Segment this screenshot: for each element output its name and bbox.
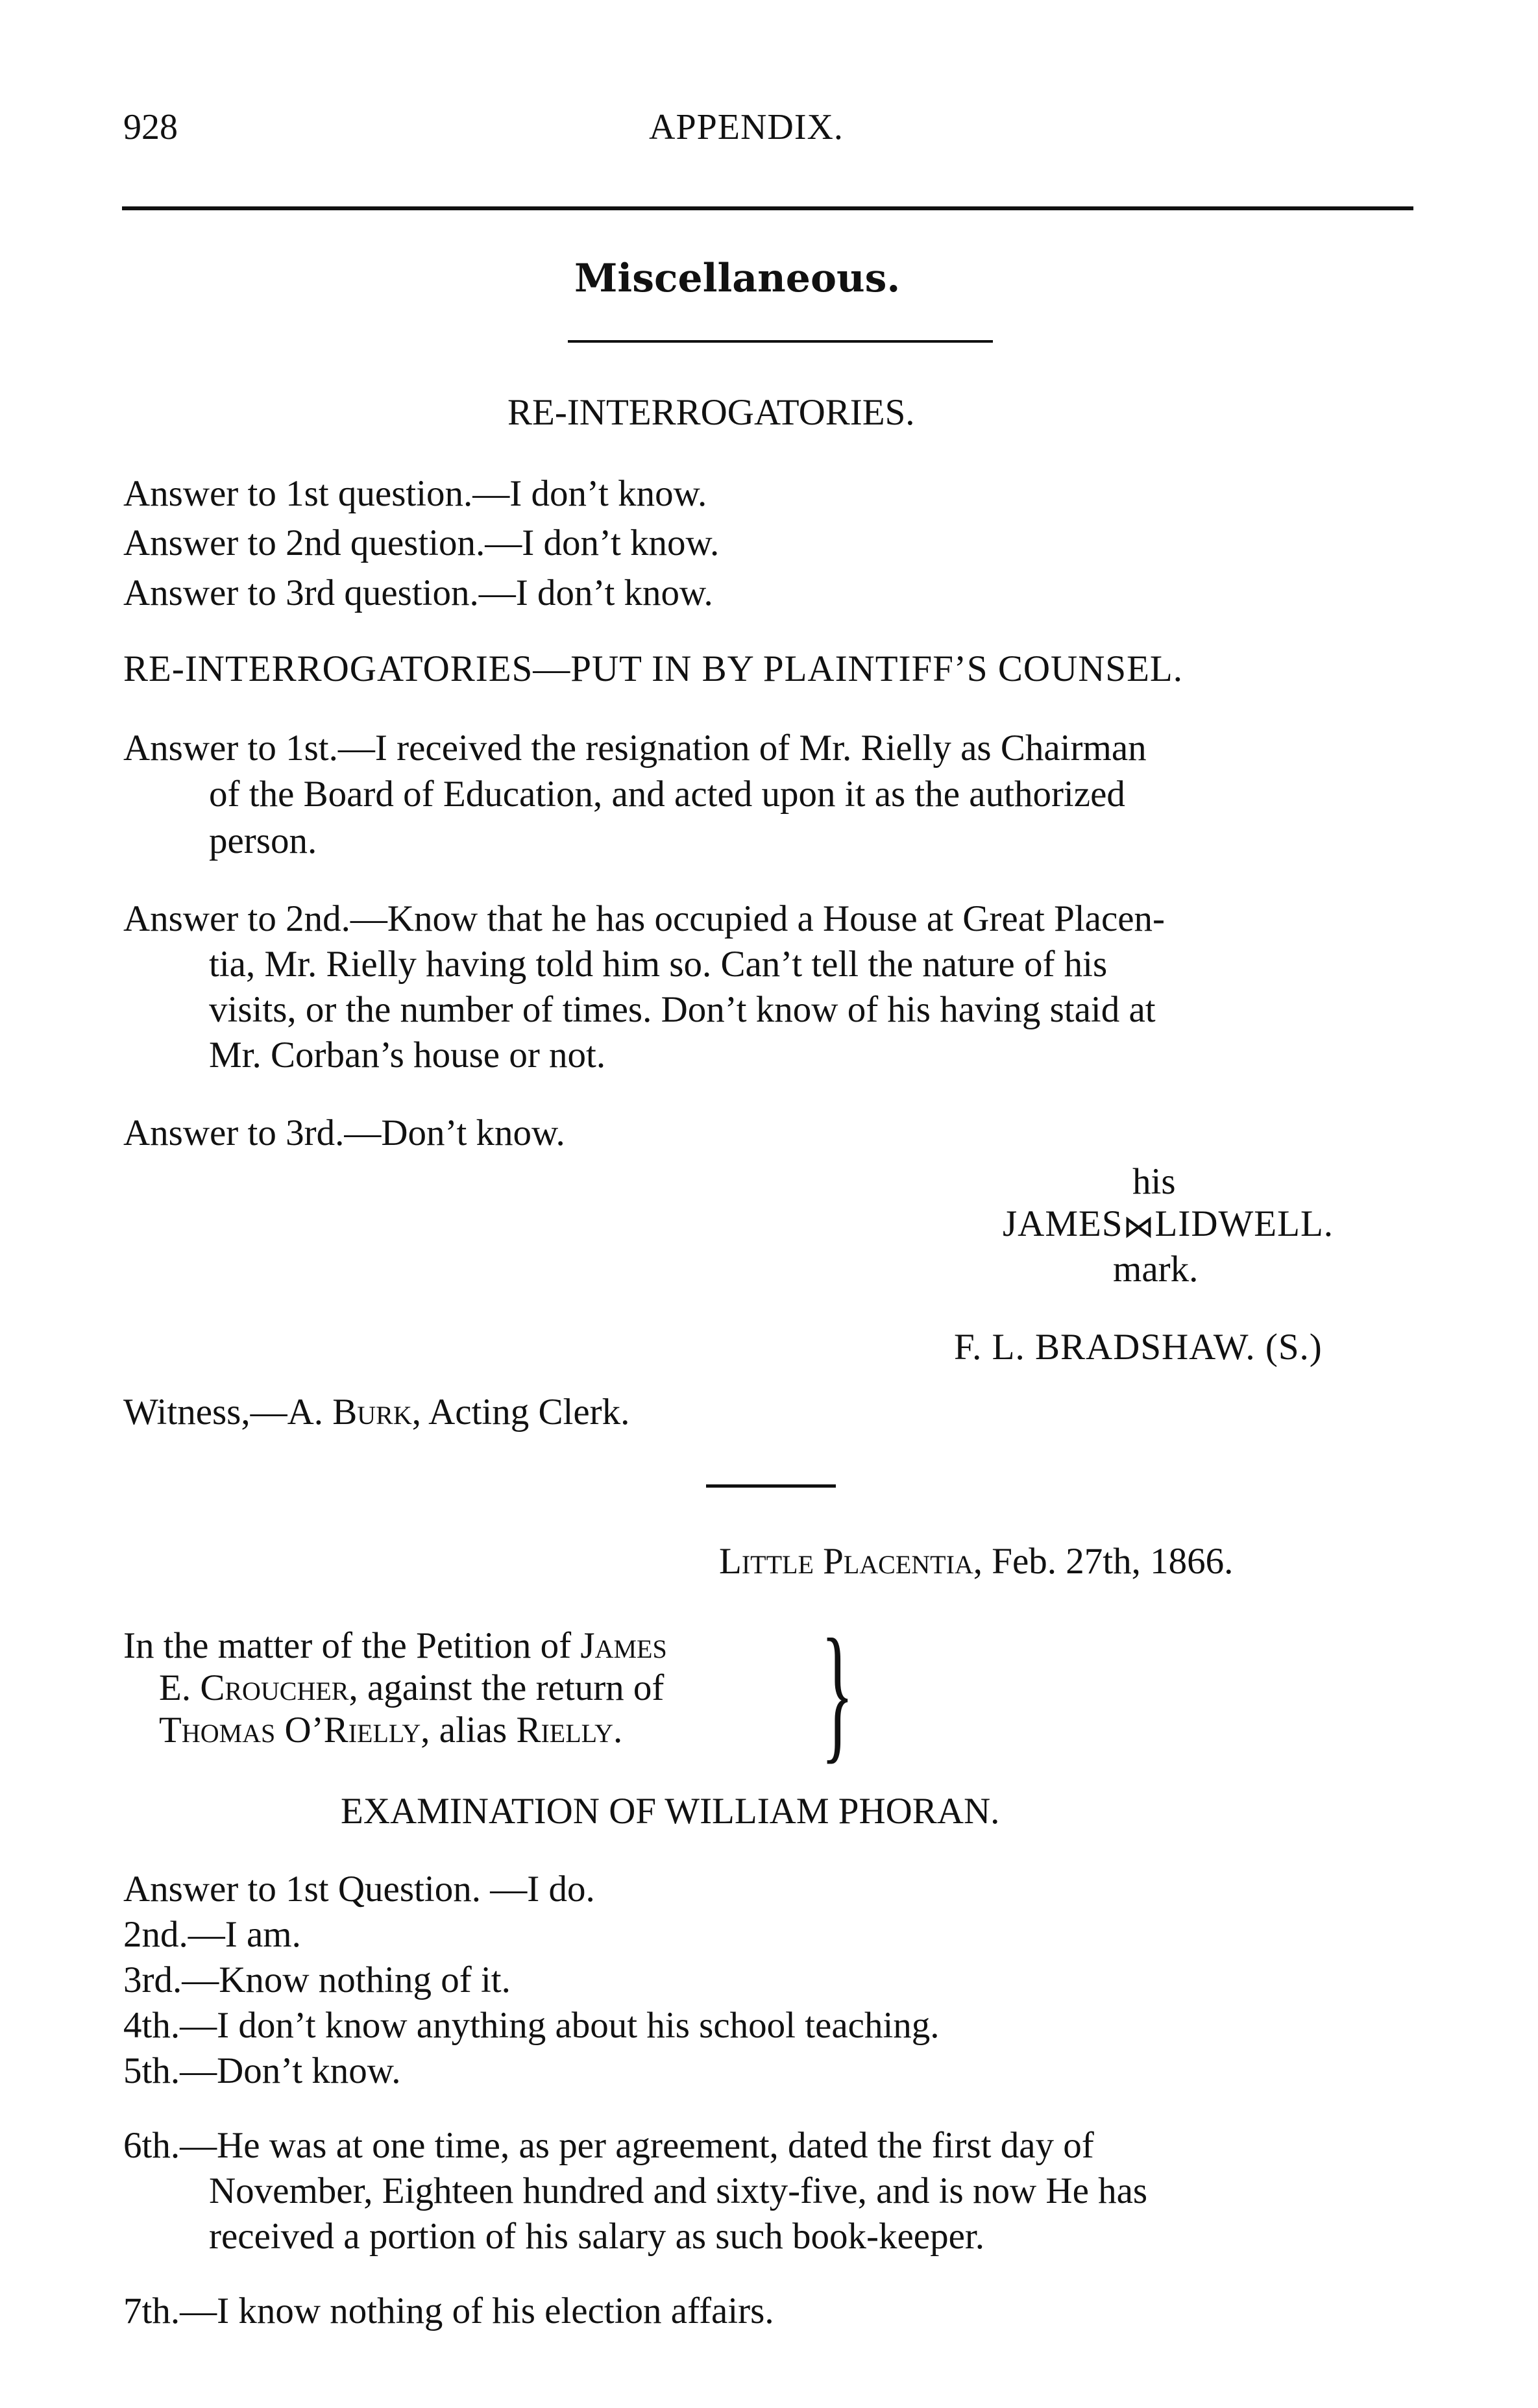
signature-cross-mark: ⋈ [1123, 1209, 1155, 1244]
section-title: Miscellaneous. [574, 256, 901, 301]
signature-mark-label: mark. [1113, 1249, 1199, 1290]
matter-text: . [613, 1710, 623, 1751]
matter-name-croucher: Croucher [200, 1667, 349, 1708]
exam-answer-6-line-1: 6th.—He was at one time, as per agreement, dated the first day of [123, 2125, 1094, 2166]
exam-answer-2: 2nd.—I am. [123, 1914, 301, 1955]
header-rule [122, 206, 1413, 210]
exam-answer-7: 7th.—I know nothing of his election affairs. [123, 2291, 774, 2331]
witness-prefix: Witness,—A. [123, 1392, 333, 1432]
matter-line-1 [123, 1623, 667, 1669]
re-answer-3: Answer to 3rd question.—I don’t know. [123, 572, 713, 613]
exam-answer-4: 4th.—I don’t know anything about his school teaching. [123, 2005, 940, 2046]
matter-text: In the matter of the Petition of [123, 1625, 581, 1666]
exam-answer-3: 3rd.—Know nothing of it. [123, 1960, 511, 2000]
exam-answer-6-line-3: received a portion of his salary as such book-keeper. [209, 2216, 984, 2257]
counsel-answer-1-line-3: person. [209, 820, 317, 861]
signature-last-name: LIDWELL. [1154, 1203, 1334, 1244]
re-answer-2: Answer to 2nd question.—I don’t know. [123, 522, 720, 563]
matter-text: , alias [421, 1710, 517, 1751]
signature-official: F. L. BRADSHAW. (S.) [954, 1327, 1323, 1368]
section-divider-rule [706, 1484, 836, 1488]
dateline-place: Little Placentia [719, 1541, 973, 1582]
section-title-rule [568, 340, 993, 343]
signature-first-name: JAMES [1003, 1203, 1123, 1244]
counsel-answer-2-line-3: visits, or the number of times. Don’t know of his having staid at [209, 989, 1156, 1030]
counsel-answer-2-line-4: Mr. Corban’s house or not. [209, 1035, 606, 1075]
exam-answer-5: 5th.—Don’t know. [123, 2050, 401, 2091]
matter-name-james: James [580, 1625, 667, 1666]
counsel-heading: RE-INTERROGATORIES—PUT IN BY PLAINTIFF’S COUNSEL. [123, 648, 1183, 689]
exam-answer-1: Answer to 1st Question. —I do. [123, 1869, 595, 1910]
witness-suffix: , Acting Clerk. [411, 1392, 630, 1432]
matter-text: E. [159, 1667, 201, 1708]
witness-line [123, 1389, 629, 1436]
matter-line-3 [159, 1707, 622, 1754]
signature-his: his [1132, 1161, 1176, 1202]
counsel-answer-2-line-2: tia, Mr. Rielly having told him so. Can’t tell the nature of his [209, 944, 1108, 985]
re-interrogatories-heading: RE-INTERROGATORIES. [507, 392, 915, 433]
signature-name [1003, 1201, 1334, 1251]
matter-text: , against the return of [348, 1667, 665, 1708]
examination-heading: EXAMINATION OF WILLIAM PHORAN. [341, 1791, 1000, 1832]
counsel-answer-1-line-1: Answer to 1st.—I received the resignation of Mr. Rielly as Chairman [123, 728, 1147, 768]
counsel-answer-3: Answer to 3rd.—Don’t know. [123, 1112, 565, 1153]
matter-name-thomas: Thomas O’Rielly [159, 1710, 421, 1751]
matter-name-rielly: Rielly [516, 1710, 613, 1751]
re-answer-1: Answer to 1st question.—I don’t know. [123, 473, 707, 514]
running-title: APPENDIX. [649, 107, 844, 147]
dateline-date: , Feb. 27th, 1866. [973, 1541, 1234, 1582]
exam-answer-6-line-2: November, Eighteen hundred and sixty-five, and is now He has [209, 2170, 1148, 2211]
matter-line-2 [159, 1665, 664, 1712]
counsel-answer-2-line-1: Answer to 2nd.—Know that he has occupied a House at Great Placen- [123, 898, 1166, 939]
counsel-answer-1-line-2: of the Board of Education, and acted upon it as the authorized [209, 774, 1125, 815]
matter-brace: } [821, 1608, 854, 1776]
dateline [719, 1538, 1233, 1585]
witness-name: Burk [332, 1392, 412, 1432]
page-number: 928 [123, 107, 178, 147]
